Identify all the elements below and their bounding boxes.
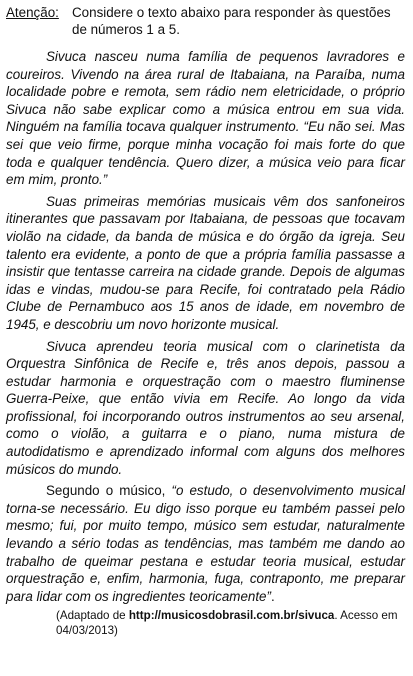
attention-label: Atenção: (6, 5, 59, 20)
paragraph-3: Sivuca aprendeu teoria musical com o clarinetista da Orquestra Sinfônica de Recife e, três anos depois, passou a estudar harmonia e orquestração com o maestro fluminense Guerra-Peixe, que então vivia em Recife. Ao longo da vida profissional, foi incorporando outros instrumentos ao seu arsenal, como o violão, a guitarra e o piano, numa mistura de autodidatismo e aprendizado informal com alguns dos melhores músicos do mundo. (6, 338, 405, 477)
paragraph-4-tail: . (270, 588, 275, 604)
source-prefix: (Adaptado de (56, 609, 129, 623)
source-url: http://musicosdobrasil.com.br/sivuca (128, 609, 335, 623)
source-citation (6, 608, 405, 638)
paragraph-4-lead: Segundo o músico, (46, 483, 172, 499)
paragraph-2: Suas primeiras memórias musicais vêm dos sanfoneiros itinerantes que passavam por Itabaiana, de pessoas que tocavam violão na cidade, da banda de música e do órgão da igreja. Seu talento era evidente, a ponto de que a própria família passasse a insistir que tentasse carreira na cidade grande. Depois de algumas idas e vindas, mudou-se para Recife, foi contratado pela Rádio Clube de Pernambuco aos 15 anos de idade, em novembro de 1945, e descobriu um novo horizonte musical. (6, 193, 405, 332)
paragraph-4 (6, 482, 405, 605)
paragraph-4-quote: “o estudo, o desenvolvimento musical torna-se necessário. Eu digo isso porque eu também passei pelo mesmo; fui, por muito tempo, músico sem estudar, naturalmente levando a sério todas as tendências, mas também me dando ao trabalho de queimar pestana e estudar teoria musical, estudar orquestração e, enfim, harmonia, fuga, contraponto, me preparar para lidar com os ingredientes teoricamente” (6, 483, 406, 604)
paragraph-1: Sivuca nasceu numa família de pequenos lavradores e coureiros. Vivendo na área rural de Itabaiana, na Paraíba, numa localidade pobre e remota, sem rádio nem eletricidade, o próprio Sivuca não sabe explicar como a música entrou em sua vida. Ninguém na família tocava qualquer instrumento. “Eu não sei. Mas sei que veio firme, porque minha vocação foi mais forte do que toda e qualquer tendência. Quero dizer, a música veio para ficar em mim, pronto.” (6, 49, 405, 188)
attention-header (6, 4, 405, 38)
article-text (6, 48, 405, 605)
attention-instruction: Considere o texto abaixo para responder às questões de números 1 a 5. (72, 5, 391, 37)
source-suffix: . Acesso em 04/03/2013) (56, 609, 398, 638)
